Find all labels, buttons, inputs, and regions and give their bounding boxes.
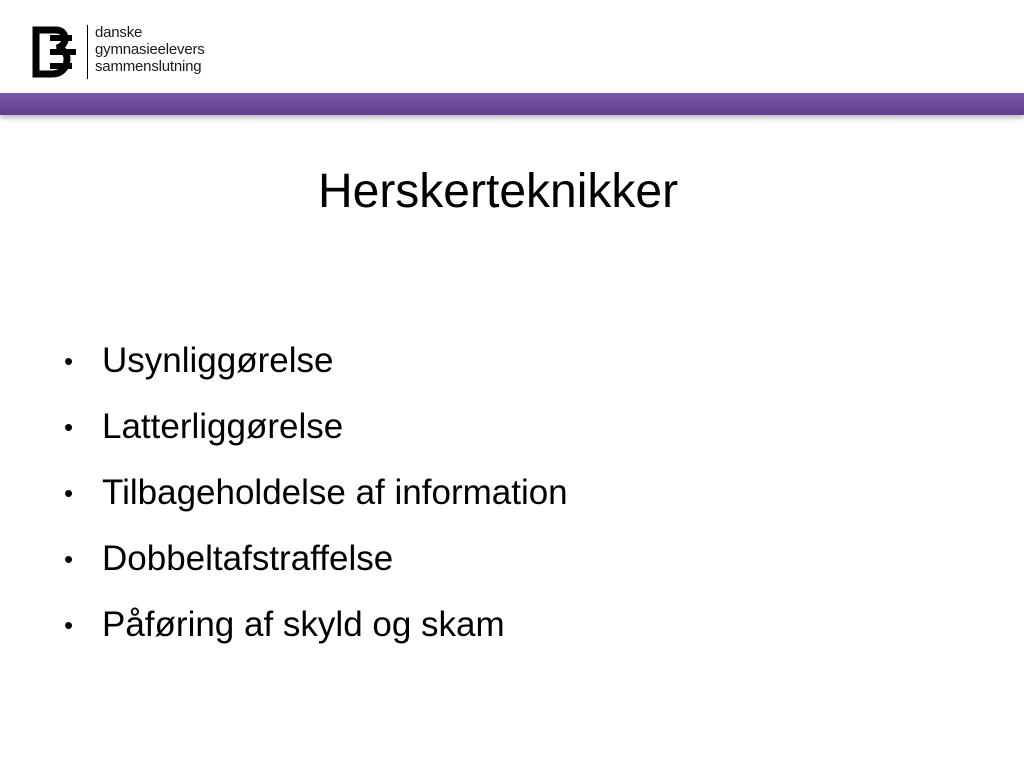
list-item <box>64 394 568 460</box>
organization-logo <box>32 24 205 80</box>
list-item <box>64 526 568 592</box>
bullet-icon: • <box>64 412 74 442</box>
logo-line-3: sammenslutning <box>95 58 202 75</box>
bullet-icon: • <box>64 346 74 376</box>
logo-wordmark <box>95 24 205 75</box>
bullet-text: Usynliggørelse <box>102 341 334 380</box>
bullet-icon: • <box>64 610 74 640</box>
bullet-icon: • <box>64 478 74 508</box>
bullet-text: Dobbeltafstraffelse <box>102 539 394 578</box>
list-item <box>64 328 568 394</box>
bullet-icon: • <box>64 544 74 574</box>
bullet-list <box>64 328 568 658</box>
logo-line-2: gymnasieelevers <box>95 41 205 58</box>
list-item <box>64 592 568 658</box>
header-band <box>0 93 1024 115</box>
dgs-logo-mark-icon <box>32 24 78 80</box>
bullet-text: Latterliggørelse <box>102 407 344 446</box>
list-item <box>64 460 568 526</box>
logo-line-1: danske <box>95 24 143 41</box>
slide-title: Herskerteknikker <box>317 165 679 218</box>
bullet-text: Påføring af skyld og skam <box>102 605 505 644</box>
bullet-text: Tilbageholdelse af information <box>102 473 568 512</box>
logo-divider <box>87 25 88 79</box>
